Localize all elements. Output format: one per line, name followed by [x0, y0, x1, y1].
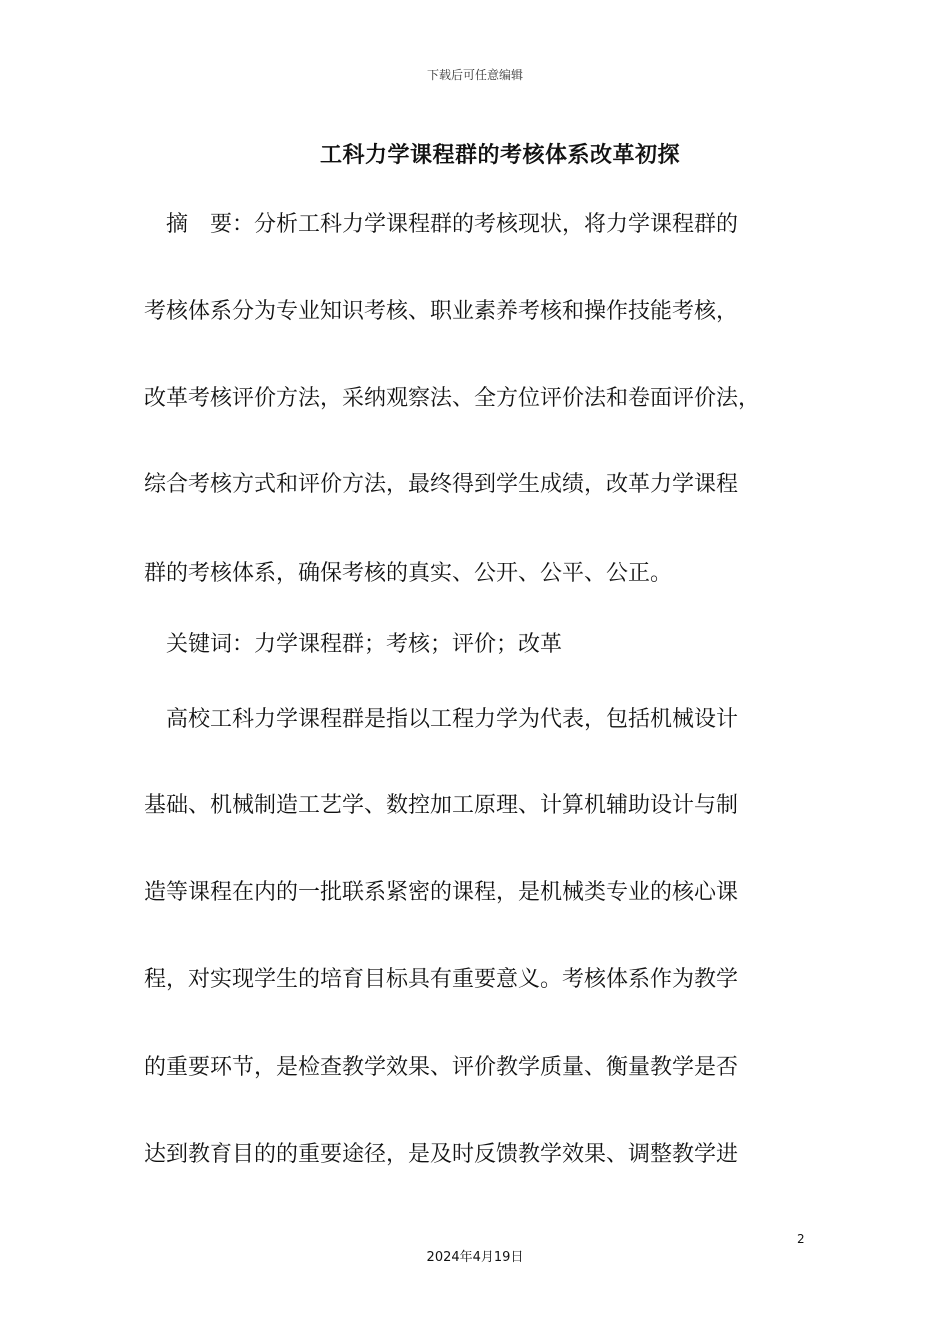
body-line-1: 高校工科力学课程群是指以工程力学为代表，包括机械设计: [166, 707, 739, 732]
body-line-5: 的重要环节，是检查教学效果、评价教学质量、衡量教学是否: [144, 1055, 739, 1080]
abstract-line-5: 群的考核体系，确保考核的真实、公开、公平、公正。: [144, 561, 673, 586]
body-line-6: 达到教育目的的重要途径，是及时反馈教学效果、调整教学进: [144, 1142, 739, 1167]
document-title: 工科力学课程群的考核体系改革初探: [319, 143, 680, 168]
abstract-line-3: 改革考核评价方法，采纳观察法、全方位评价法和卷面评价法，: [144, 386, 761, 411]
abstract-line-4: 综合考核方式和评价方法，最终得到学生成绩，改革力学课程: [144, 472, 739, 497]
body-line-2: 基础、机械制造工艺学、数控加工原理、计算机辅助设计与制: [144, 793, 739, 818]
body-line-4: 程，对实现学生的培育目标具有重要意义。考核体系作为教学: [144, 967, 739, 992]
body-line-3: 造等课程在内的一批联系紧密的课程，是机械类专业的核心课: [144, 880, 739, 905]
abstract-line-2: 考核体系分为专业知识考核、职业素养考核和操作技能考核，: [144, 299, 739, 324]
keywords-line: 关键词：力学课程群；考核；评价；改革: [166, 632, 563, 657]
abstract-line-1: 摘 要：分析工科力学课程群的考核现状，将力学课程群的: [166, 212, 739, 237]
footer-date: 2024年4月19日: [426, 1250, 524, 1265]
page-header: 下载后可任意编辑: [426, 68, 523, 82]
page-number: 2: [797, 1232, 805, 1246]
